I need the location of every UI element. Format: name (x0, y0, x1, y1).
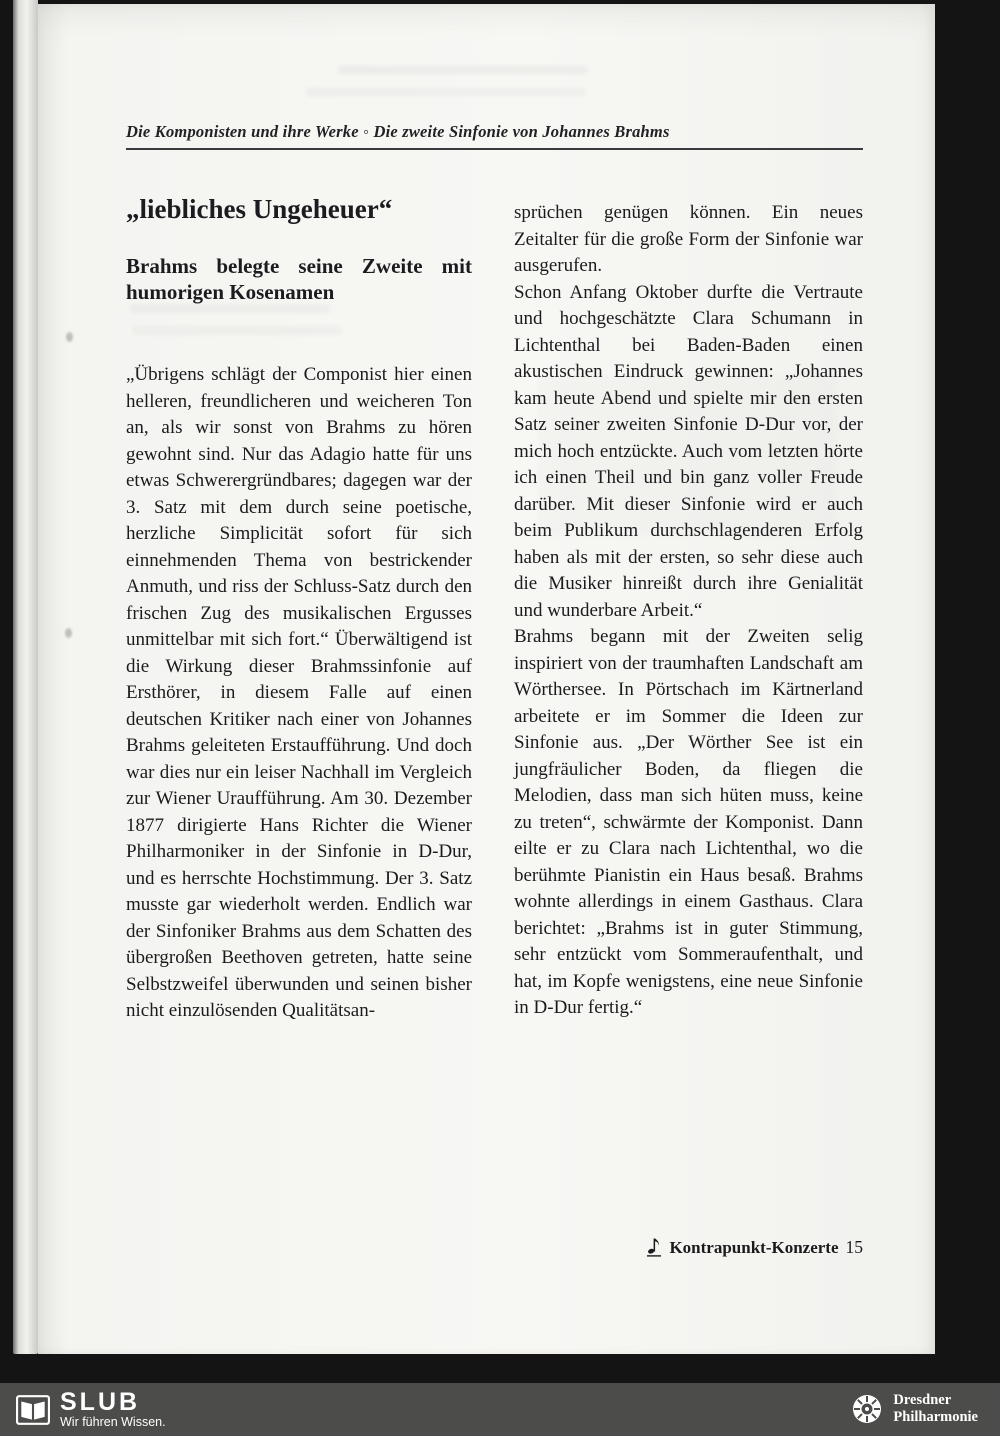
slub-logo-block (16, 1389, 166, 1430)
slub-wordmark-block (60, 1389, 166, 1430)
article-title: „liebliches Ungeheuer“ (126, 194, 393, 224)
partner-line-2: Philharmonie (893, 1409, 978, 1425)
page-number: 15 (845, 1237, 863, 1257)
slub-logo-icon (16, 1393, 50, 1427)
body-paragraph: sprüchen genügen können. Ein neues Zeitalter für die große Form der Sinfonie war ausgerufen. (514, 202, 863, 276)
right-column (514, 200, 863, 1022)
ink-bleed-mark (306, 88, 586, 96)
left-column (126, 362, 472, 1025)
book-spine (13, 0, 38, 1354)
ink-bleed-mark (338, 66, 588, 74)
page-footer (514, 1236, 863, 1258)
body-paragraph: Brahms begann mit der Zweiten selig inspiriert von der traumhaften Landschaft am Wörthersee. In Pörtschach im Kärtnerland arbeitete er im Sommer die Ideen zur Sinfonie aus. „Der Wörther See ist ein jungfräulicher Boden, da fliegen die Melodien, dass man sich hüten muss, keine zu treten“, schwärmte der Komponist. Dann eilte er zu Clara nach Lichtenthal, wo die berühmte Pianistin ein Haus besaß. Brahms wohnte allerdings in einem Gasthaus. Clara berichtet: „Brahms ist in guter Stimmung, sehr entzückt vom Sommeraufenthalt, und hat, im Kopfe wenigstens, eine neue Sinfonie in D-Dur fertig.“ (514, 626, 863, 1018)
ink-bleed-mark (132, 326, 342, 335)
binding-mark (65, 628, 72, 638)
slub-claim: Wir führen Wissen. (60, 1415, 166, 1429)
music-note-icon (646, 1236, 662, 1258)
scanned-page (38, 4, 935, 1354)
dresdner-philharmonie-wordmark (893, 1392, 978, 1426)
partner-line-1: Dresdner (893, 1392, 952, 1408)
library-banner (0, 1383, 1000, 1436)
ink-bleed-mark (130, 304, 330, 313)
slub-wordmark: SLUB (60, 1388, 141, 1416)
binding-mark (66, 332, 73, 342)
dresdner-philharmonie-block (851, 1392, 978, 1426)
running-header: Die Komponisten und ihre Werke ◦ Die zweite Sinfonie von Johannes Brahms (126, 122, 670, 141)
dresdner-philharmonie-logo-icon (851, 1393, 883, 1425)
body-paragraph: Schon Anfang Oktober durfte die Vertraute und hochgeschätzte Clara Schumann in Lichtenthal bei Baden-Baden einen akustischen Eindruck gewinnen: „Johannes kam heute Abend und spielte mir den ersten Satz seiner zweiten Sinfonie D-Dur vor, der mich hoch entzückte. Auch vom letzten hörte ich einen Theil und bin ganz voller Freude darüber. Mit dieser Sinfonie wird er auch beim Publikum durchschlagenderen Erfolg haben als mit der ersten, so sehr diese auch die Musiker hinreißt durch ihre Genialität und wunderbare Arbeit.“ (514, 281, 863, 621)
header-rule (126, 148, 863, 150)
footer-label: Kontrapunkt-Konzerte (669, 1238, 839, 1257)
body-paragraph: „Übrigens schlägt der Componist hier einen helleren, freundlicheren und weicheren Ton an, als wir sonst von Brahms zu hören gewohnt sind. Nur das Adagio hatte für uns etwas Schwerergründbares; dagegen war der 3. Satz mit dem durch seine poetische, herzliche Simplicität sofort für sich einnehmenden Thema von bestrickender Anmuth, und riss der Schluss-Satz durch den frischen Zug des musikalischen Ergusses unmittelbar mit sich fort.“ Überwältigend ist die Wirkung dieser Brahmssinfonie auf Ersthörer, in diesem Falle auf einen deutschen Kritiker nach einer von Johannes Brahms geleiteten Erstaufführung. Und doch war dies nur ein leiser Nachhall im Vergleich zur Wiener Uraufführung. Am 30. Dezember 1877 dirigierte Hans Richter die Wiener Philharmoniker in der Sinfonie in D-Dur, und es herrschte Hochstimmung. Der 3. Satz musste gar wiederholt werden. Endlich war der Sinfoniker Brahms aus dem Schatten des übergroßen Beethoven getreten, hatte seine Selbstzweifel überwunden und seinen bisher nicht einzulösenden Qualitätsan- (126, 364, 472, 1021)
article-subtitle: Brahms belegte seine Zweite mit humorigen Kosenamen (126, 254, 472, 304)
